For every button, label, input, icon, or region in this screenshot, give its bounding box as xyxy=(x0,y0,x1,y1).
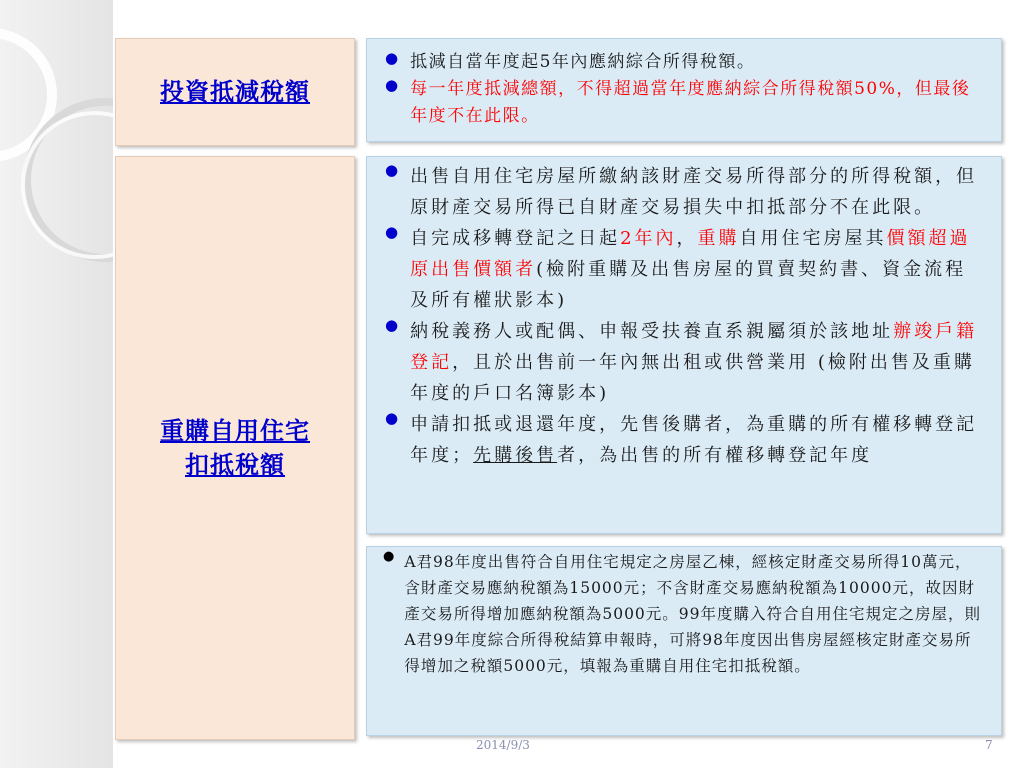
investment-credit-label-box xyxy=(115,38,355,146)
list-item xyxy=(381,316,979,409)
highlight-text: 重購 xyxy=(697,228,740,249)
bullet-text: A君98年度出售符合自用住宅規定之房屋乙棟，經核定財產交易所得10萬元，含財產交易應納稅額為15000元；不含財產交易應納稅額為10000元，故因財產交易所得增加應納稅額為5000元。99年度購入符合自用住宅規定之房屋，則A君99年度綜合所得稅結算申報時，可將98年度因出售房屋經核定財產交易所得增加之稅額5000元，填報為重購自用住宅扣抵稅額。 xyxy=(404,553,982,675)
bullet-icon: ● xyxy=(385,409,399,427)
list-item xyxy=(379,549,983,679)
bullet-text: 申請扣抵或退還年度，先售後購者，為重購的所有權移轉登記年度；先購後售者，為出售的所有權移轉登記年度 xyxy=(410,414,978,466)
repurchase-credit-content-box xyxy=(366,156,1002,534)
highlight-text: 價額超過原出售價額者 xyxy=(410,228,971,280)
bullet-icon: ● xyxy=(383,549,395,564)
list-item xyxy=(381,76,987,130)
highlight-text: 辦竣戶籍登記 xyxy=(410,321,978,373)
list-item xyxy=(381,409,979,471)
page-number: 7 xyxy=(985,738,993,752)
bullet-text: 自完成移轉登記之日起2年內，重購自用住宅房屋其價額超過原出售價額者(檢附重購及出售房屋的買賣契約書、資金流程及所有權狀影本) xyxy=(410,228,971,311)
list-item xyxy=(381,161,979,223)
investment-credit-label: 投資抵減稅額 xyxy=(160,77,310,106)
bullet-icon: ● xyxy=(385,49,399,67)
repurchase-credit-label-line2: 扣抵稅額 xyxy=(185,450,285,479)
footer-date: 2014/9/3 xyxy=(476,738,530,752)
list-item xyxy=(381,49,987,76)
bullet-icon: ● xyxy=(385,161,399,179)
bullet-text: 抵減自當年度起5年內應納綜合所得稅額。 xyxy=(410,52,756,72)
bullet-icon: ● xyxy=(385,76,399,94)
repurchase-credit-label-box xyxy=(115,156,355,740)
bullet-icon: ● xyxy=(385,223,399,241)
investment-credit-content-box xyxy=(366,38,1002,142)
underlined-text: 先購後售 xyxy=(473,445,558,466)
repurchase-credit-label-line1: 重購自用住宅 xyxy=(160,416,310,445)
bullet-text: 每一年度抵減總額，不得超過當年度應納綜合所得稅額50%，但最後年度不在此限。 xyxy=(410,79,971,126)
bullet-text: 出售自用住宅房屋所繳納該財產交易所得部分的所得稅額，但原財產交易所得已自財產交易損失中扣抵部分不在此限。 xyxy=(410,166,978,218)
bullet-icon: ● xyxy=(385,316,399,334)
highlight-text: 2年內 xyxy=(620,228,677,249)
list-item xyxy=(381,223,979,316)
example-content-box xyxy=(366,546,1002,736)
bullet-text: 納稅義務人或配偶、申報受扶養直系親屬須於該地址辦竣戶籍登記，且於出售前一年內無出租或供營業用 (檢附出售及重購年度的戶口名簿影本) xyxy=(410,321,978,404)
